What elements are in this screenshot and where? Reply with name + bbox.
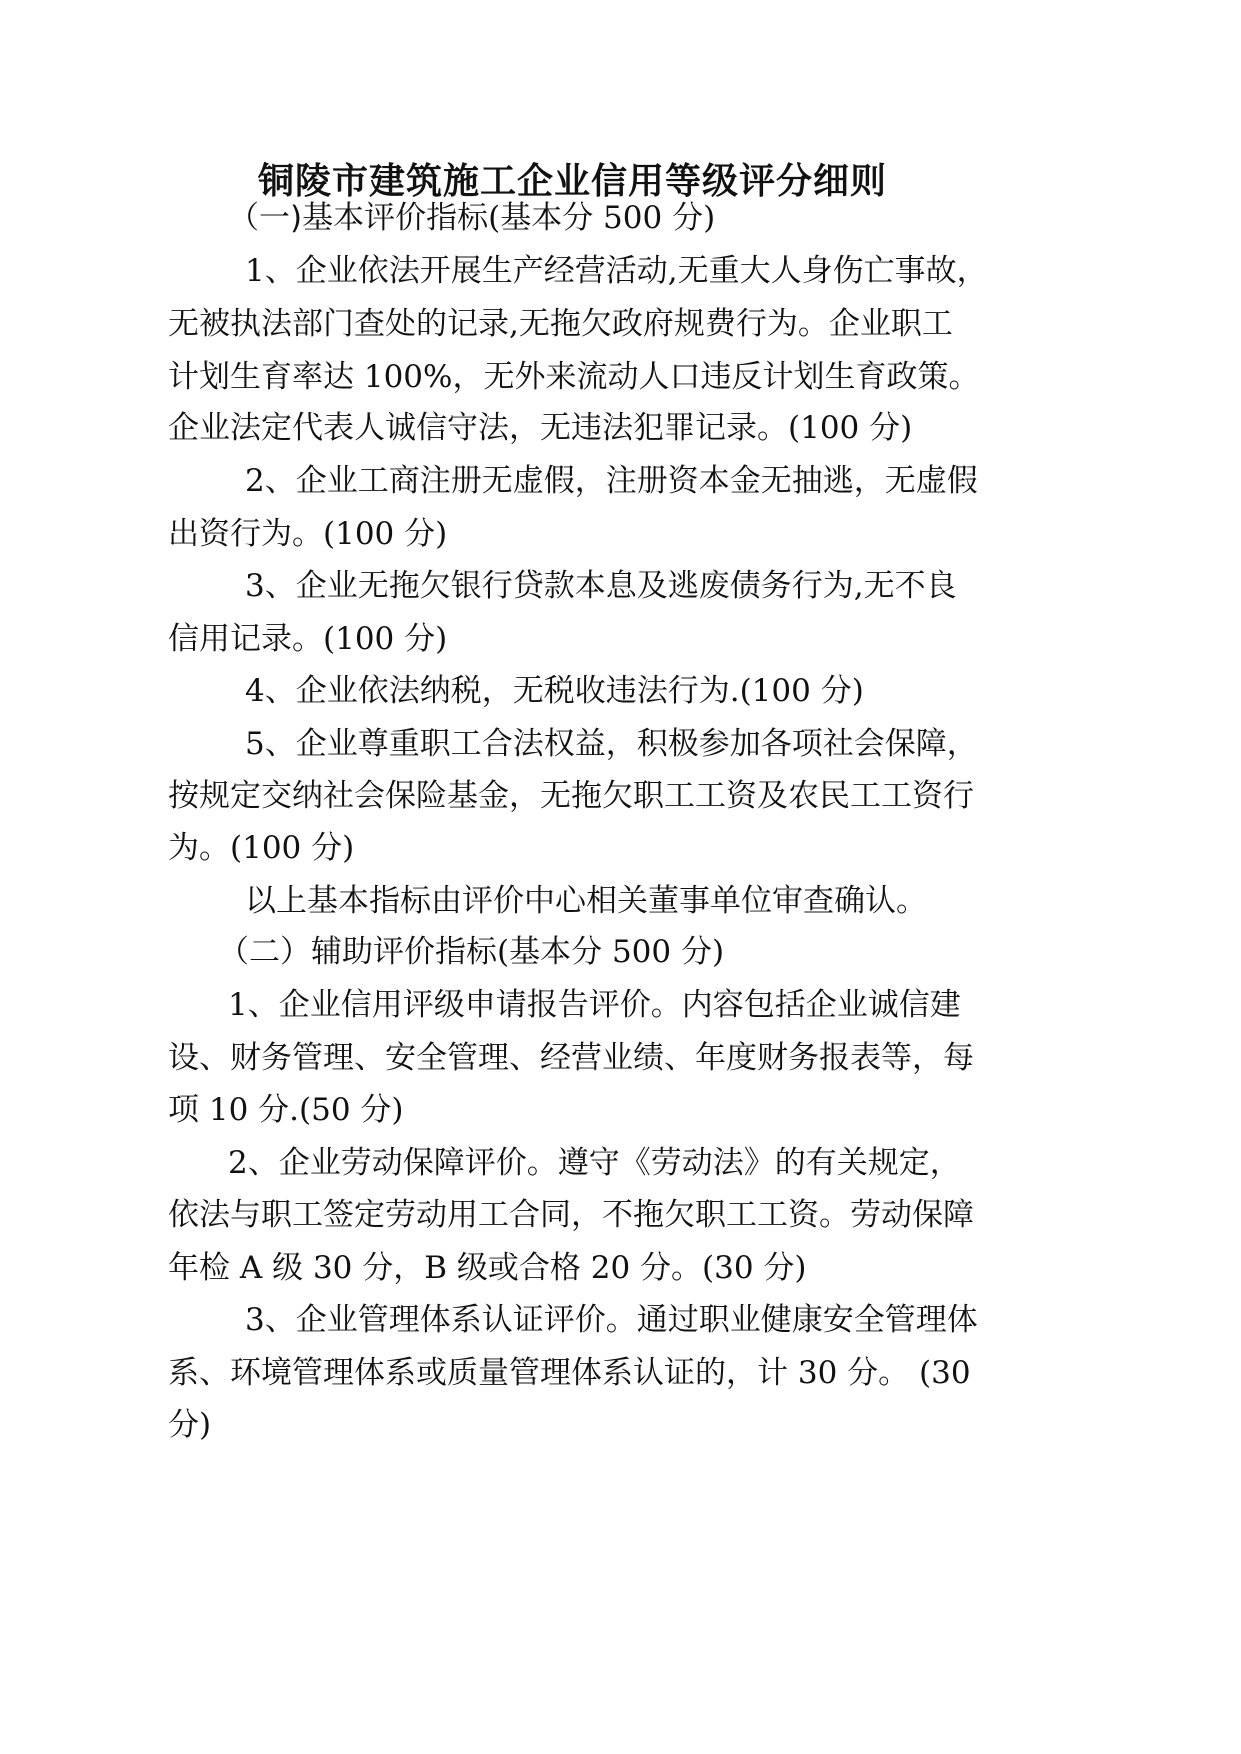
document-title: 铜陵市建筑施工企业信用等级评分细则 [258, 161, 888, 202]
paragraph-line: 以上基本指标由评价中心相关董事单位审查确认。 [245, 883, 927, 919]
paragraph-line: 3、企业管理体系认证评价。通过职业健康安全管理体 [245, 1302, 978, 1338]
paragraph-line: 按规定交纳社会保险基金，无拖欠职工工资及农民工工资行 [168, 778, 974, 814]
paragraph-line: 分) [168, 1407, 212, 1443]
paragraph-line: 企业法定代表人诚信守法，无违法犯罪记录。(100 分) [168, 410, 913, 446]
paragraph-line: 2、企业劳动保障评价。遵守《劳动法》的有关规定， [228, 1145, 961, 1181]
paragraph-line: 项 10 分.(50 分) [168, 1092, 404, 1128]
section-heading-note: (基本分 500 分) [497, 934, 725, 970]
section-heading-basic [228, 196, 715, 240]
section-heading-text: （二）辅助评价指标 [218, 934, 497, 970]
paragraph-line: 信用记录。(100 分) [168, 621, 448, 657]
paragraph-line: 依法与职工签定劳动用工合同，不拖欠职工工资。劳动保障 [168, 1197, 974, 1233]
section-heading-note: (基本分 500 分) [488, 200, 716, 236]
paragraph-line: 出资行为。(100 分) [168, 516, 448, 552]
paragraph-line: 为。(100 分) [168, 830, 355, 866]
paragraph-line: 系、环境管理体系或质量管理体系认证的，计 30 分。 (30 [168, 1355, 971, 1391]
paragraph-line: 无被执法部门查处的记录,无拖欠政府规费行为。企业职工 [168, 306, 953, 342]
paragraph-line: 3、企业无拖欠银行贷款本息及逃废债务行为,无不良 [245, 568, 957, 604]
paragraph-line: 5、企业尊重职工合法权益，积极参加各项社会保障， [245, 726, 978, 762]
section-heading-auxiliary [218, 930, 724, 974]
paragraph-line: 设、财务管理、安全管理、经营业绩、年度财务报表等，每 [168, 1040, 974, 1076]
paragraph-line: 年检 A 级 30 分，B 级或合格 20 分。(30 分) [168, 1250, 807, 1286]
paragraph-line: 计划生育率达 100%，无外来流动人口违反计划生育政策。 [168, 359, 980, 395]
paragraph-line: 1、企业依法开展生产经营活动,无重大人身伤亡事故， [245, 253, 988, 289]
paragraph-line: 2、企业工商注册无虚假，注册资本金无抽逃，无虚假 [245, 463, 978, 499]
paragraph-line: 4、企业依法纳税，无税收违法行为.(100 分) [245, 673, 864, 709]
paragraph-line: 1、企业信用评级申请报告评价。内容包括企业诚信建 [228, 987, 961, 1023]
section-heading-text: （一)基本评价指标 [228, 200, 489, 236]
